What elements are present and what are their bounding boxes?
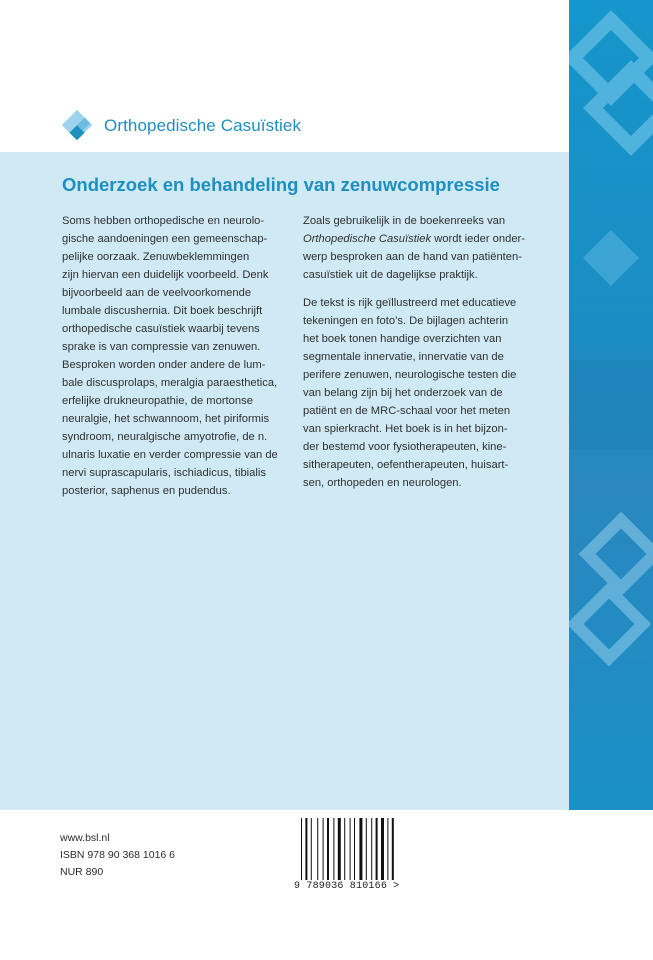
text-line: het boek tonen handige overzichten van bbox=[303, 333, 502, 345]
stripe-pattern-icon bbox=[569, 0, 653, 810]
right-column bbox=[303, 212, 539, 502]
text-line: sprake is van compressie van zenuwen. bbox=[62, 341, 261, 353]
text-line: segmentale innervatie, innervatie van de bbox=[303, 351, 504, 363]
text-line: van spierkracht. Het boek is in het bijzon- bbox=[303, 423, 508, 435]
right-paragraph-1 bbox=[303, 212, 539, 284]
text-line: gische aandoeningen een gemeenschap- bbox=[62, 233, 268, 245]
series-name: Orthopedische Casuïstiek bbox=[104, 116, 302, 135]
text-fragment: wordt ieder onder- bbox=[431, 233, 526, 245]
isbn-number: ISBN 978 90 368 1016 6 bbox=[60, 849, 176, 861]
series-title-italic: Orthopedische Casuïstiek bbox=[303, 233, 432, 245]
text-line: De tekst is rijk geïllustreerd met educatieve bbox=[303, 297, 517, 309]
text-line: sitherapeuten, oefentherapeuten, huisart- bbox=[303, 459, 509, 471]
text-line: werp besproken aan de hand van patiënten- bbox=[303, 251, 522, 263]
book-heading: Onderzoek en behandeling van zenuwcompressie bbox=[62, 174, 500, 195]
text-line: perifere zenuwen, neurologische testen die bbox=[303, 369, 517, 381]
bottom-area bbox=[0, 810, 653, 960]
left-paragraph bbox=[62, 212, 298, 500]
text-line: nervi suprascapularis, ischiadicus, tibialis bbox=[62, 467, 266, 479]
nur-code: NUR 890 bbox=[60, 866, 104, 878]
text-line: posterior, saphenus en pudendus. bbox=[62, 485, 231, 497]
right-paragraph-2 bbox=[303, 294, 539, 492]
series-logo-icon bbox=[58, 108, 96, 146]
website-link[interactable]: www.bsl.nl bbox=[60, 832, 110, 844]
text-line: ulnaris luxatie en verder compressie van de bbox=[62, 449, 278, 461]
barcode-icon bbox=[300, 818, 396, 880]
text-line: Soms hebben orthopedische en neurolo- bbox=[62, 215, 265, 227]
text-line: orthopedische casuïstiek waarbij tevens bbox=[62, 323, 260, 335]
text-line: Zoals gebruikelijk in de boekenreeks van bbox=[303, 215, 506, 227]
text-line: der bestemd voor fysiotherapeuten, kine- bbox=[303, 441, 507, 453]
top-band bbox=[0, 0, 569, 152]
back-cover-panel bbox=[0, 152, 569, 810]
text-line: tekeningen en foto’s. De bijlagen achterin bbox=[303, 315, 509, 327]
barcode-digits: 9 789036 810166 > bbox=[294, 881, 400, 892]
text-line: Besproken worden onder andere de lum- bbox=[62, 359, 266, 371]
decorative-side-stripe bbox=[569, 0, 653, 810]
text-line: lumbale discushernia. Dit boek beschrijft bbox=[62, 305, 263, 317]
text-line bbox=[303, 230, 539, 248]
text-line: sen, orthopeden en neurologen. bbox=[303, 477, 462, 489]
text-line: syndroom, neuralgische amyotrofie, de n. bbox=[62, 431, 268, 443]
text-line: pelijke oorzaak. Zenuwbeklemmingen bbox=[62, 251, 250, 263]
text-line: bale discusprolaps, meralgia paraesthetica, bbox=[62, 377, 278, 389]
text-line: casuïstiek uit de dagelijkse praktijk. bbox=[303, 269, 478, 281]
text-line: bijvoorbeeld aan de veelvoorkomende bbox=[62, 287, 252, 299]
text-line: van belang zijn bij het onderzoek van de bbox=[303, 387, 503, 399]
text-line: neuralgie, het schwannoom, het piriformis bbox=[62, 413, 270, 425]
text-line: zijn hiervan een duidelijk voorbeeld. Denk bbox=[62, 269, 269, 281]
left-column bbox=[62, 212, 298, 510]
text-line: erfelijke drukneuropathie, de mortonse bbox=[62, 395, 253, 407]
text-line: patiënt en de MRC-schaal voor het meten bbox=[303, 405, 511, 417]
publication-meta bbox=[60, 830, 175, 881]
